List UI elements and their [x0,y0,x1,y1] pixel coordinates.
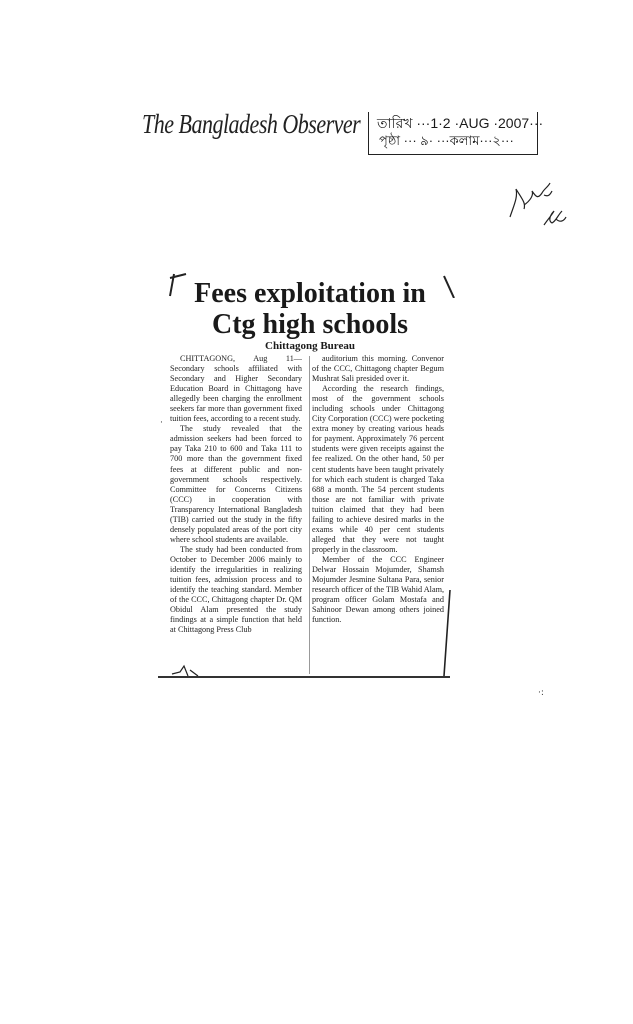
right-paragraph-1: auditorium this morning. Convenor of the CCC, Chittagong chapter Begum Mushrat Sali presided over it. [312,354,444,384]
right-edge-mark [440,588,454,678]
margin-speck-left: · [160,418,163,428]
headline-bracket-marks [160,268,460,298]
article-right-column [312,354,444,625]
article-left-column [170,354,302,635]
headline-line-2: Ctg high schools [211,309,409,340]
margin-speck: ·: [538,688,544,698]
column-divider [309,356,310,674]
bottom-rule [158,676,450,678]
stamp-date: তারিখ ···1·2 ·AUG ·2007··· [377,115,544,131]
right-paragraph-2: According the research findings, most of the government schools including schools under Chittagong City Corporation (CCC) were pocketing extra money by creating various heads for payment. Approximately 76 percent students were given receipts against the fee realized. On the other hand, 50 per cent students have been taught privately for which each student is charged Taka 688 a month. The 54 percent students those are not familiar with private tuition claimed that they had been failing to achieve desired marks in the exams while 40 per cent students alleged that they were not taught properly in the classroom. [312,384,444,554]
left-paragraph-2: The study revealed that the admission seekers had been forced to pay Taka 210 to 600 and Taka 111 to 700 more than the government fixed fees at different public and non-government schools respectively. Committee for Concerns Citizens (CCC) in cooperation with Transparency International Bangladesh (TIB) carried out the study in the fifty densely populated areas of the port city where school students are available. [170,424,302,544]
stamp-page: পৃষ্ঠা ··· ৯· ···কলাম···২··· [379,133,514,148]
date-stamp [368,112,544,155]
bottom-left-mark [170,662,200,678]
handwritten-note-mark [504,175,574,235]
left-paragraph-1: CHITTAGONG, Aug 11—Secondary schools affiliated with Secondary and Higher Secondary Education Board in Chittagong have allegedly been charging the enrollment seekers far more than government fixed tuition fees, according to a recent study. [170,354,302,424]
left-paragraph-3: The study had been conducted from October to December 2006 mainly to identify the irregularities in realizing tuition fees, admission process and to identify the teaching standard. Member of the CCC, Chittagong chapter Dr. QM Obidul Alam presented the study findings at a simple function that held at Chittagong Press Club [170,544,302,635]
right-paragraph-3: Member of the CCC Engineer Delwar Hossain Mojumder, Shamsh Mojumder Jesmine Sultana Para, senior research officer of the TIB Wahid Alam, program officer Golam Mostafa and Sahinoor Dewan among others joined function. [312,554,444,625]
headline-line-1: Fees exploitation in [194,278,426,309]
newspaper-masthead: The Bangladesh Observer [142,108,361,140]
article-byline: Chittagong Bureau [265,340,355,352]
